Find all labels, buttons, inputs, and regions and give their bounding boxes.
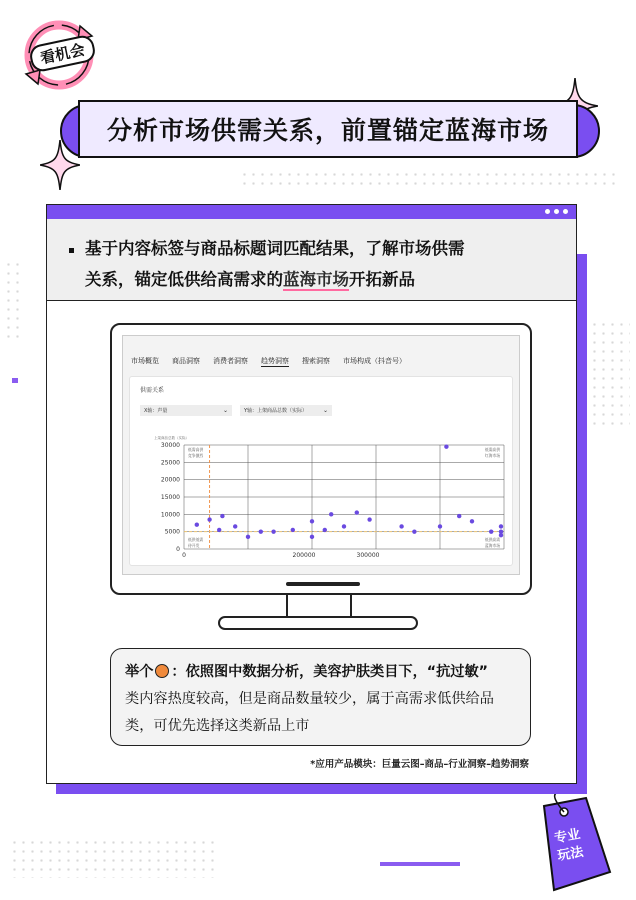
data-point [246, 535, 250, 539]
dots-decoration-bottom-left [10, 838, 220, 878]
app-tabs [131, 356, 406, 367]
monitor-screen [122, 335, 520, 575]
data-point [444, 445, 448, 449]
data-point [457, 514, 461, 518]
y-tick-label: 25000 [160, 459, 180, 467]
dots-decoration-right [590, 320, 630, 430]
tag-label [544, 824, 594, 867]
chart-panel [129, 376, 513, 566]
tab-trend-insight[interactable]: 趋势洞察 [261, 357, 289, 365]
data-point [489, 529, 493, 533]
bullet-icon [69, 248, 74, 253]
y-tick-label: 10000 [160, 511, 180, 519]
title-banner [60, 100, 600, 160]
intro-line2-pre: 关系，锚定低供给高需求的 [85, 270, 283, 289]
quadrant-label: 红海市场 [484, 453, 500, 458]
y-tick-label: 30000 [160, 442, 180, 449]
intro-highlight: 蓝海市场 [283, 270, 349, 289]
example-box [110, 648, 531, 746]
monitor-bar [286, 582, 360, 586]
scatter-chart [130, 377, 514, 567]
window-titlebar [47, 205, 576, 219]
y-tick-label: 15000 [160, 494, 180, 501]
monitor-stand [350, 595, 352, 617]
deco-bar-left [12, 378, 18, 383]
data-point [499, 533, 503, 537]
data-point [310, 519, 314, 523]
data-point [220, 514, 224, 518]
window-dots [545, 209, 568, 214]
quadrant-label: 低需高供 [484, 447, 500, 452]
data-point [499, 524, 503, 528]
quadrant-label: 竞争激烈 [188, 453, 204, 458]
x-tick-label: 200000 [292, 552, 316, 559]
monitor [110, 323, 532, 595]
source-note: *应用产品模块：巨量云图–商品–行业洞察–趋势洞察 [310, 759, 529, 770]
data-point [271, 529, 275, 533]
y-axis-label: 上架商品总数（实际） [154, 436, 189, 440]
quadrant-label: 待开发 [188, 543, 200, 548]
data-point [291, 528, 295, 532]
intro-line2 [67, 264, 556, 295]
data-point [217, 528, 221, 532]
example-text2: 类内容热度较高，但是商品数量较少，属于高需求低供给品 [125, 691, 494, 707]
y-axis-select-value: Y轴：上架商品总数（实际） [244, 408, 308, 414]
quadrant-label: 低供低需 [188, 537, 204, 542]
example-text3: 类，可优先选择这类新品上市 [125, 718, 310, 734]
y-tick-label: 20000 [160, 476, 180, 484]
data-point [412, 529, 416, 533]
quadrant-label: 低供高需 [484, 537, 500, 542]
example-label: 举个 [125, 664, 154, 680]
x-tick-label: 300000 [356, 552, 380, 559]
x-axis-select-value: X轴：声量 [144, 408, 168, 414]
data-point [207, 517, 211, 521]
x-tick-label: 0 [182, 552, 186, 559]
example-text1: ：依照图中数据分析，美容护肤类目下，“抗过敏” [171, 664, 488, 680]
tab-market-composition[interactable]: 市场构成（抖音号） [343, 357, 406, 365]
page-title: 分析市场供需关系，前置锚定蓝海市场 [78, 100, 578, 158]
data-point [367, 517, 371, 521]
chevron-down-icon: ⌄ [222, 407, 228, 414]
y-tick-label: 0 [176, 546, 180, 553]
tab-consumer-insight[interactable]: 消费者洞察 [213, 357, 248, 365]
panel-title: 供需关系 [140, 387, 165, 394]
data-point [470, 519, 474, 523]
monitor-stand [286, 595, 288, 617]
data-point [329, 512, 333, 516]
tag-line1: 专业 [553, 827, 582, 847]
acorn-icon [155, 664, 169, 678]
dots-decoration-top [240, 170, 620, 190]
quadrant-label: 低需高供 [188, 447, 204, 452]
data-point [233, 524, 237, 528]
data-point [399, 524, 403, 528]
data-point [195, 523, 199, 527]
tab-search-insight[interactable]: 搜索洞察 [302, 357, 330, 365]
data-point [438, 524, 442, 528]
data-point [342, 524, 346, 528]
dots-decoration-left [4, 260, 24, 340]
data-point [323, 528, 327, 532]
monitor-base [218, 616, 418, 630]
data-point [355, 510, 359, 514]
data-point [259, 529, 263, 533]
tab-product-insight[interactable]: 商品洞察 [172, 357, 200, 365]
chevron-down-icon: ⌄ [322, 407, 328, 414]
quadrant-label: 蓝海市场 [484, 543, 500, 548]
data-point [310, 535, 314, 539]
y-tick-label: 5000 [164, 528, 180, 536]
intro-line1: 基于内容标签与商品标题词匹配结果，了解市场供需 [85, 239, 465, 258]
intro-line2-post: 开拓新品 [349, 270, 415, 289]
tag-line2: 玩法 [556, 844, 585, 865]
deco-bar-bottom [380, 862, 460, 866]
badge-label: 看机会 [28, 34, 97, 74]
intro-text [47, 219, 576, 301]
tab-market-overview[interactable]: 市场概览 [131, 357, 159, 365]
